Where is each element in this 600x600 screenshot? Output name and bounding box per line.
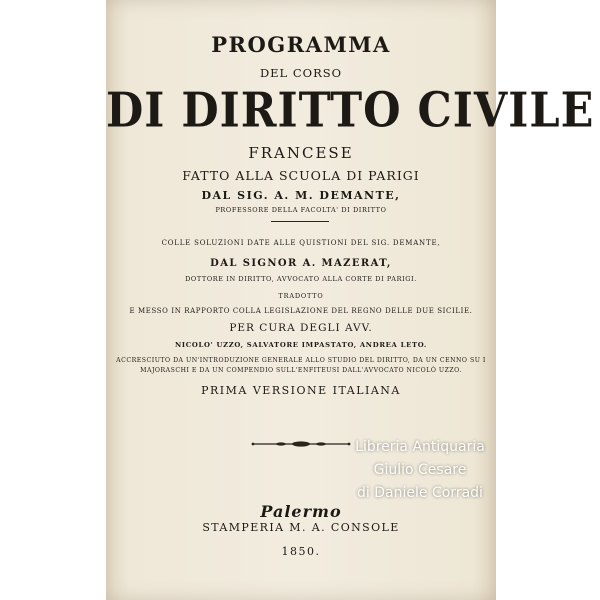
ornament-rule-icon [251,440,351,448]
imprint-year: 1850. [281,545,321,558]
main-title: DI DIRITTO CIVILE [106,83,595,139]
translated-line: TRADOTTO [278,292,324,300]
watermark-line-3: di Daniele Corradi [357,485,483,501]
author-role: PROFESSORE DELLA FACOLTA' DI DIRITTO [215,206,387,214]
watermark-line-2: Giulio Cesare [373,462,467,478]
solutions-line: COLLE SOLUZIONI DATE ALLE QUISTIONI DEL SIG. DEMANTE, [161,239,441,247]
watermark-line-1: Libreria Antiquaria [355,439,485,455]
additions-line-2: MAJORASCHI E DA UN COMPENDIO SULL'ENFITEUSI DALL'AVVOCATO NICOLÒ UZZO. [140,367,462,374]
subtitle-school: FATTO ALLA SCUOLA DI PARIGI [182,168,420,183]
second-author-role: DOTTORE IN DIRITTO, AVVOCATO ALLA CORTE DI PARIGI. [185,275,417,283]
author-name: DAL SIG. A. M. DEMANTE, [201,189,401,202]
divider-rule [271,221,329,222]
imprint-city: Palermo [260,502,342,521]
adapted-line: E MESSO IN RAPPORTO COLLA LEGISLAZIONE DEL REGNO DELLE DUE SICILIE. [129,307,473,315]
imprint-printer: STAMPERIA M. A. CONSOLE [202,521,400,534]
additions-line-1: ACCRESCIUTO DA UN'INTRODUZIONE GENERALE ALLO STUDIO DEL DIRITTO, DA UN CENNO SU I [116,357,486,364]
editors-intro: PER CURA DEGLI AVV. [229,322,373,334]
title-page [106,0,595,600]
version-line: PRIMA VERSIONE ITALIANA [201,384,401,397]
subtitle-francese: FRANCESE [248,144,354,162]
bookseller-watermark [346,436,494,505]
second-author-name: DAL SIGNOR A. MAZERAT, [210,258,392,269]
heading-del-corso: DEL CORSO [259,66,343,80]
heading-programma: PROGRAMMA [211,32,391,57]
editors-names: NICOLO' UZZO, SALVATORE IMPASTATO, ANDREA LETO. [174,341,427,349]
